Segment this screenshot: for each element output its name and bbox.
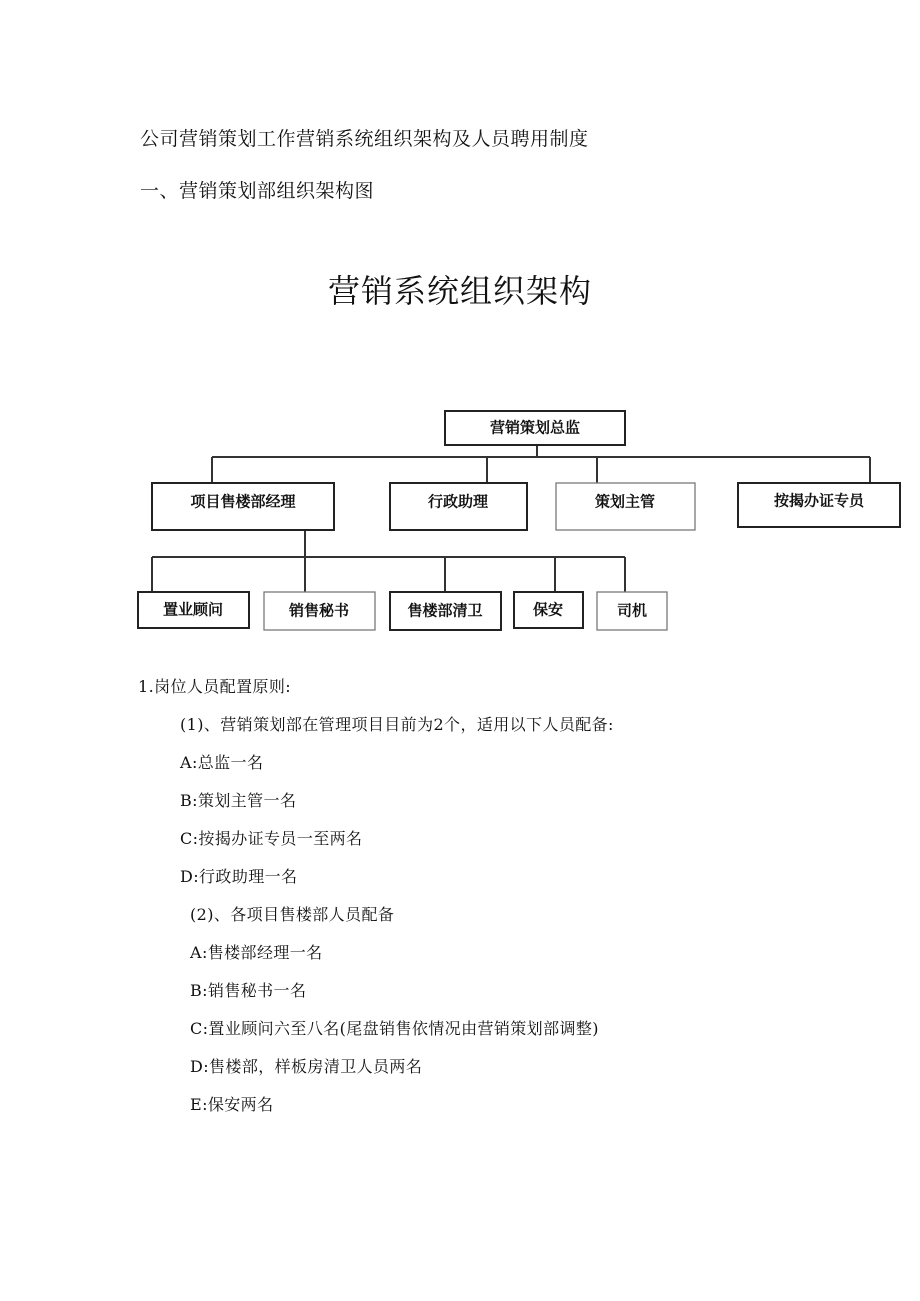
org-node-cleaning-staff: [390, 592, 501, 630]
group2-item: A:售楼部经理一名: [190, 943, 323, 962]
org-chart-title: 营销系统组织架构: [327, 272, 592, 310]
org-node-label: 售楼部清卫: [407, 601, 483, 620]
org-node-planning-supervisor: [556, 483, 695, 530]
section-heading: 一、营销策划部组织架构图: [140, 180, 375, 202]
org-node-label: 营销策划总监: [489, 418, 581, 437]
group1-item: A:总监一名: [180, 753, 264, 772]
org-chart: [0, 395, 920, 645]
org-node-label: 行政助理: [427, 492, 489, 511]
group2-item: B:销售秘书一名: [190, 981, 307, 1000]
group1-item: B:策划主管一名: [180, 791, 297, 810]
org-node-label: 司机: [616, 601, 648, 620]
group2-intro: (2)、各项目售楼部人员配备: [190, 905, 395, 924]
group2-item: C:置业顾问六至八名(尾盘销售依情况由营销策划部调整): [190, 1019, 599, 1038]
group2-item: D:售楼部，样板房清卫人员两名: [190, 1057, 423, 1076]
org-node-mortgage-specialist: [738, 483, 900, 527]
org-node-driver: [597, 592, 667, 630]
org-node-project-sales-manager: [152, 483, 334, 530]
org-node-admin-assistant: [390, 483, 527, 530]
org-node-security: [514, 592, 583, 628]
org-node-sales-secretary: [264, 592, 375, 630]
org-node-label: 策划主管: [594, 492, 656, 511]
document-title: 公司营销策划工作营销系统组织架构及人员聘用制度: [140, 128, 589, 150]
group1-item: D:行政助理一名: [180, 867, 298, 886]
org-node-label: 保安: [532, 600, 564, 619]
org-node-root: [445, 411, 625, 445]
org-node-label: 按揭办证专员: [773, 491, 865, 510]
group2-item: E:保安两名: [190, 1095, 274, 1114]
org-node-label: 项目售楼部经理: [190, 492, 296, 511]
staffing-heading: 1.岗位人员配置原则:: [138, 677, 292, 696]
org-node-label: 置业顾问: [162, 600, 224, 619]
group1-intro: (1)、营销策划部在管理项目目前为2个，适用以下人员配备:: [180, 715, 614, 734]
group1-item: C:按揭办证专员一至两名: [180, 829, 363, 848]
org-node-sales-consultant: [138, 592, 249, 628]
org-node-label: 销售秘书: [288, 601, 350, 620]
